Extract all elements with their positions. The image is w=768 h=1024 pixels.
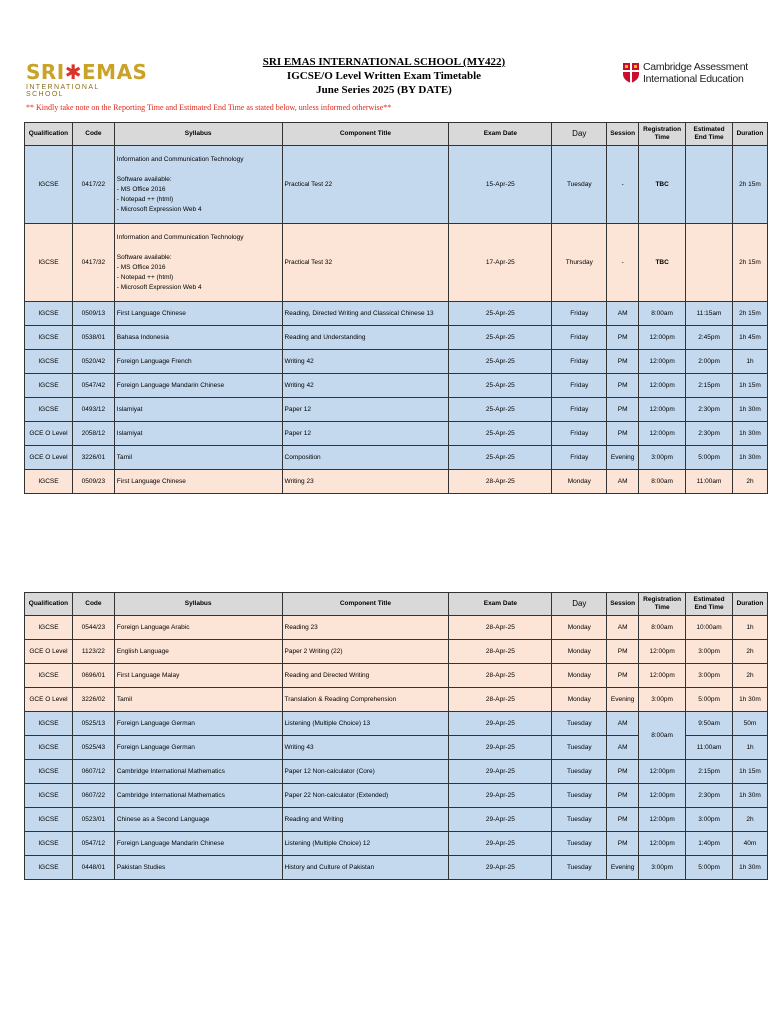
- table-row: IGCSE 0523/01 Chinese as a Second Language Reading and Writing 29-Apr-25 Tuesday PM 12:00pm 3:00pm 2h: [25, 808, 768, 832]
- table-header-row: [25, 593, 768, 616]
- table-row: IGCSE 0509/23 First Language Chinese Writing 23 28-Apr-25 Monday AM 8:00am 11:00am 2h: [25, 470, 768, 494]
- logo-star-icon: ✱: [64, 60, 83, 84]
- col-exam-date: Exam Date: [449, 123, 552, 146]
- cambridge-logo: [623, 60, 748, 88]
- col-code: Code: [72, 593, 114, 616]
- table-row: IGCSE 0417/22 Information and Communication Technology Software available: - MS Office 2016 - Notepad ++ (html) - Microsoft Expression Web 4 Practical Test 22 15-Apr-25 Tuesday - TBC 2h 15m: [25, 146, 768, 224]
- timetable-table-1: [24, 122, 768, 494]
- cambridge-line2: International Education: [643, 73, 744, 85]
- table-row: IGCSE 0525/43 Foreign Language German Writing 43 29-Apr-25 Tuesday AM 11:00am 1h: [25, 736, 768, 760]
- col-session: Session: [607, 593, 639, 616]
- cambridge-shield-icon: [623, 63, 639, 83]
- table-row: IGCSE 0493/12 Islamiyat Paper 12 25-Apr-25 Friday PM 12:00pm 2:30pm 1h 30m: [25, 398, 768, 422]
- table-row: IGCSE 0520/42 Foreign Language French Writing 42 25-Apr-25 Friday PM 12:00pm 2:00pm 1h: [25, 350, 768, 374]
- table-row: GCE O Level 3226/01 Tamil Composition 25-Apr-25 Friday Evening 3:00pm 5:00pm 1h 30m: [25, 446, 768, 470]
- table-row: IGCSE 0547/42 Foreign Language Mandarin Chinese Writing 42 25-Apr-25 Friday PM 12:00pm 2:15pm 1h 15m: [25, 374, 768, 398]
- title-series: June Series 2025 (BY DATE): [316, 84, 452, 96]
- table-row: IGCSE 0544/23 Foreign Language Arabic Reading 23 28-Apr-25 Monday AM 8:00am 10:00am 1h: [25, 616, 768, 640]
- col-component: Component Title: [282, 123, 449, 146]
- logo-text-left: SRI: [26, 60, 65, 84]
- timetable-table-2: [24, 592, 768, 880]
- table-row: GCE O Level 1123/22 English Language Paper 2 Writing (22) 28-Apr-25 Monday PM 12:00pm 3:00pm 2h: [25, 640, 768, 664]
- col-exam-date: Exam Date: [449, 593, 552, 616]
- col-syllabus: Syllabus: [114, 593, 282, 616]
- col-end-time: Estimated End Time: [686, 593, 733, 616]
- table-row: GCE O Level 2058/12 Islamiyat Paper 12 25-Apr-25 Friday PM 12:00pm 2:30pm 1h 30m: [25, 422, 768, 446]
- syllabus-cell: Information and Communication Technology Software available: - MS Office 2016 - Notepad ++ (html) - Microsoft Expression Web 4: [114, 146, 282, 224]
- table-row: IGCSE 0525/13 Foreign Language German Listening (Multiple Choice) 13 29-Apr-25 Tuesday AM 8:00am 9:50am 50m: [25, 712, 768, 736]
- table-row: IGCSE 0607/12 Cambridge International Mathematics Paper 12 Non-calculator (Core) 29-Apr-25 Tuesday PM 12:00pm 2:15pm 1h 15m: [25, 760, 768, 784]
- col-duration: Duration: [732, 593, 767, 616]
- page-header: [0, 0, 768, 120]
- cambridge-line1: Cambridge Assessment: [643, 61, 748, 73]
- table-header-row: [25, 123, 768, 146]
- col-day: Day: [552, 593, 607, 616]
- col-day: Day: [552, 123, 607, 146]
- col-end-time: Estimated End Time: [686, 123, 733, 146]
- reporting-note: ** Kindly take note on the Reporting Time and Estimated End Time as stated below, unless informed otherwise**: [26, 103, 392, 112]
- logo-subtitle: INTERNATIONAL SCHOOL: [26, 84, 100, 98]
- col-component: Component Title: [282, 593, 449, 616]
- table-row: IGCSE 0417/32 Information and Communication Technology Software available: - MS Office 2016 - Notepad ++ (html) - Microsoft Expression Web 4 Practical Test 32 17-Apr-25 Thursday - TBC 2h 15m: [25, 224, 768, 302]
- document-title: [220, 55, 548, 97]
- school-logo: [26, 60, 148, 98]
- title-school: SRI EMAS INTERNATIONAL SCHOOL (MY422): [262, 56, 506, 68]
- table-row: IGCSE 0607/22 Cambridge International Mathematics Paper 22 Non-calculator (Extended) 29-Apr-25 Tuesday PM 12:00pm 2:30pm 1h 30m: [25, 784, 768, 808]
- table-row: IGCSE 0538/01 Bahasa Indonesia Reading and Understanding 25-Apr-25 Friday PM 12:00pm 2:45pm 1h 45m: [25, 326, 768, 350]
- col-session: Session: [607, 123, 639, 146]
- col-code: Code: [72, 123, 114, 146]
- col-syllabus: Syllabus: [114, 123, 282, 146]
- col-qualification: Qualification: [25, 123, 73, 146]
- table-row: GCE O Level 3226/02 Tamil Translation & Reading Comprehension 28-Apr-25 Monday Evening 3:00pm 5:00pm 1h 30m: [25, 688, 768, 712]
- table-row: IGCSE 0448/01 Pakistan Studies History and Culture of Pakistan 29-Apr-25 Tuesday Evening 3:00pm 5:00pm 1h 30m: [25, 856, 768, 880]
- col-qualification: Qualification: [25, 593, 73, 616]
- table-row: IGCSE 0547/12 Foreign Language Mandarin Chinese Listening (Multiple Choice) 12 29-Apr-25 Tuesday PM 12:00pm 1:40pm 40m: [25, 832, 768, 856]
- col-registration: Registration Time: [639, 123, 686, 146]
- col-registration: Registration Time: [639, 593, 686, 616]
- title-timetable: IGCSE/O Level Written Exam Timetable: [286, 70, 482, 82]
- logo-text-right: EMAS: [82, 60, 148, 84]
- syllabus-cell: Information and Communication Technology Software available: - MS Office 2016 - Notepad ++ (html) - Microsoft Expression Web 4: [114, 224, 282, 302]
- table-row: IGCSE 0696/01 First Language Malay Reading and Directed Writing 28-Apr-25 Monday PM 12:00pm 3:00pm 2h: [25, 664, 768, 688]
- col-duration: Duration: [732, 123, 767, 146]
- shared-registration-cell: 8:00am: [639, 712, 686, 760]
- table-row: IGCSE 0509/13 First Language Chinese Reading, Directed Writing and Classical Chinese 13 25-Apr-25 Friday AM 8:00am 11:15am 2h 15m: [25, 302, 768, 326]
